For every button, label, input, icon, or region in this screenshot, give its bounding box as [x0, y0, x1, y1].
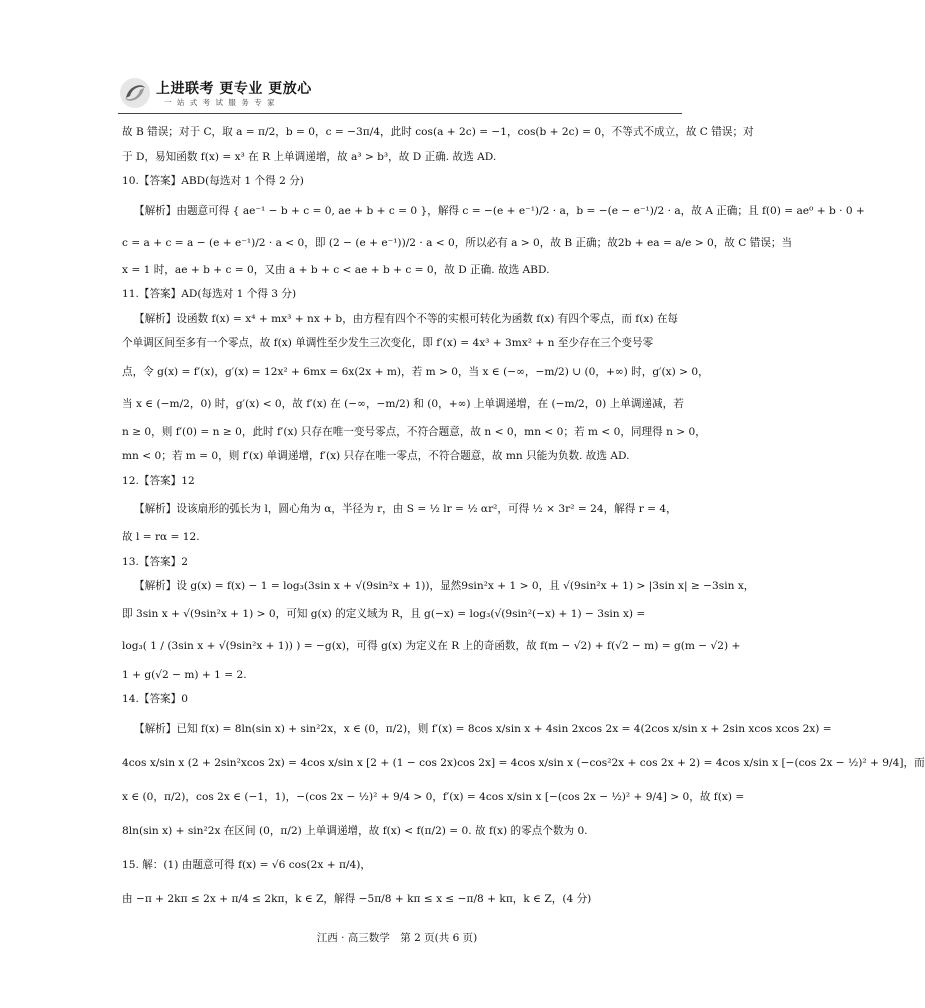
answer-heading-11: 11.【答案】AD(每选对 1 个得 3 分): [122, 288, 297, 300]
text-line: c = a + c = a − (e + e⁻¹)/2 · a < 0，即 (2 − (e + e⁻¹))/2 · a < 0，所以必有 a > 0，故 B 正确；故2b + ea = a/e > 0，故 C 错误；当: [122, 236, 793, 249]
text-line: mn < 0；若 m = 0，则 f′(x) 单调递增，f′(x) 只存在唯一零点，不符合题意，故 mn 只能为负数. 故选 AD.: [122, 450, 630, 462]
text-line: 8ln(sin x) + sin²2x 在区间 (0，π/2) 上单调递增，故 f(x) < f(π/2) = 0. 故 f(x) 的零点个数为 0.: [122, 824, 588, 837]
text-line: 由 −π + 2kπ ≤ 2x + π/4 ≤ 2kπ，k ∈ Z，解得 −5π/8 + kπ ≤ x ≤ −π/8 + kπ，k ∈ Z，(4 分): [122, 892, 592, 905]
text-line: 当 x ∈ (−m/2，0) 时，g′(x) < 0，故 f′(x) 在 (−∞，−m/2) 和 (0，+∞) 上单调递增，在 (−m/2，0) 上单调递减，若: [122, 397, 684, 410]
answer-heading-13: 13.【答案】2: [122, 555, 188, 568]
text-line: 故 l = rα = 12.: [122, 531, 200, 543]
text-line: 【解析】设该扇形的弧长为 l，圆心角为 α，半径为 r，由 S = ½ lr = ½ αr²，可得 ½ × 3r² = 24，解得 r = 4，: [134, 503, 677, 515]
text-line: 【解析】已知 f(x) = 8ln(sin x) + sin²2x，x ∈ (0，π/2)，则 f′(x) = 8cos x/sin x + 4sin 2xcos 2x = 4(2cos x/sin x + 2sin xcos xcos 2x) =: [134, 722, 832, 735]
text-line: x = 1 时，ae + b + c = 0，又由 a + b + c < ae + b + c = 0，故 D 正确. 故选 ABD.: [122, 263, 550, 276]
text-line: 【解析】设函数 f(x) = x⁴ + mx³ + nx + b，由方程有四个不等的实根可转化为函数 f(x) 有四个零点，而 f(x) 在每: [134, 312, 679, 325]
solution-heading-15: 15. 解：(1) 由题意可得 f(x) = √6 cos(2x + π/4)，: [122, 858, 371, 871]
answer-heading-12: 12.【答案】12: [122, 474, 195, 487]
text-line: 于 D，易知函数 f(x) = x³ 在 R 上单调递增，故 a³ > b³，故 D 正确. 故选 AD.: [122, 150, 497, 163]
text-line: 点，令 g(x) = f′(x)，g′(x) = 12x² + 6mx = 6x(2x + m)，若 m > 0，当 x ∈ (−∞，−m/2) ∪ (0，+∞) 时，g′(x) > 0，: [122, 365, 709, 378]
document-body: [122, 120, 925, 916]
answer-heading-10: 10.【答案】ABD(每选对 1 个得 2 分): [122, 175, 304, 187]
text-line: 个单调区间至多有一个零点，故 f(x) 单调性至少发生三次变化，即 f′(x) = 4x³ + 3mx² + n 至少存在三个变号零: [122, 337, 654, 349]
text-line: 【解析】由题意可得 { ae⁻¹ − b + c = 0, ae + b + c = 0 }，解得 c = −(e + e⁻¹)/2 · a，b = −(e − e⁻¹)/2 · a，故 A 正确；且 f(0) = ae⁰ + b · 0 +: [134, 204, 865, 217]
text-line: n ≥ 0，则 f′(0) = n ≥ 0，此时 f′(x) 只存在唯一变号零点，不符合题意，故 n < 0，mn < 0；若 m < 0，同理得 n > 0，: [122, 425, 706, 438]
text-line: log₃( 1 / (3sin x + √(9sin²x + 1)) ) = −g(x)，可得 g(x) 为定义在 R 上的奇函数，故 f(m − √2) + f(√2 − m) = g(m − √2) +: [122, 639, 741, 652]
text-line: 即 3sin x + √(9sin²x + 1) > 0，可知 g(x) 的定义域为 R，且 g(−x) = log₃(√(9sin²(−x) + 1) − 3sin x) =: [122, 607, 646, 620]
brand-logo-icon: [118, 76, 152, 110]
text-line: 1 + g(√2 − m) + 1 = 2.: [122, 668, 247, 681]
text-line: 故 B 错误；对于 C，取 a = π/2，b = 0，c = −3π/4，此时 cos(a + 2c) = −1，cos(b + 2c) = 0，不等式不成立，故 C 错误；对: [122, 126, 754, 138]
header-divider: [118, 113, 682, 114]
text-line: 4cos x/sin x (2 + 2sin²xcos 2x) = 4cos x/sin x [2 + (1 − cos 2x)cos 2x] = 4cos x/sin x (−cos²2x + cos 2x + 2) = 4cos x/sin x [−(cos 2x − ½)² + 9/4]，而: [122, 756, 925, 769]
brand-slogan: 上进联考 更专业 更放心: [156, 81, 312, 97]
text-line: x ∈ (0，π/2)，cos 2x ∈ (−1，1)，−(cos 2x − ½)² + 9/4 > 0，f′(x) = 4cos x/sin x [−(cos 2x − ½)² + 9/4] > 0，故 f(x) =: [122, 790, 745, 803]
page-header: [118, 74, 358, 114]
brand-subtitle: 一 站 式 考 试 服 务 专 家: [164, 98, 277, 107]
page-footer: 江西 · 高三数学 第 2 页(共 6 页): [316, 932, 478, 944]
text-line: 【解析】设 g(x) = f(x) − 1 = log₃(3sin x + √(9sin²x + 1))，显然9sin²x + 1 > 0，且 √(9sin²x + 1) > |3sin x| ≥ −3sin x，: [134, 580, 755, 592]
answer-heading-14: 14.【答案】0: [122, 693, 188, 705]
